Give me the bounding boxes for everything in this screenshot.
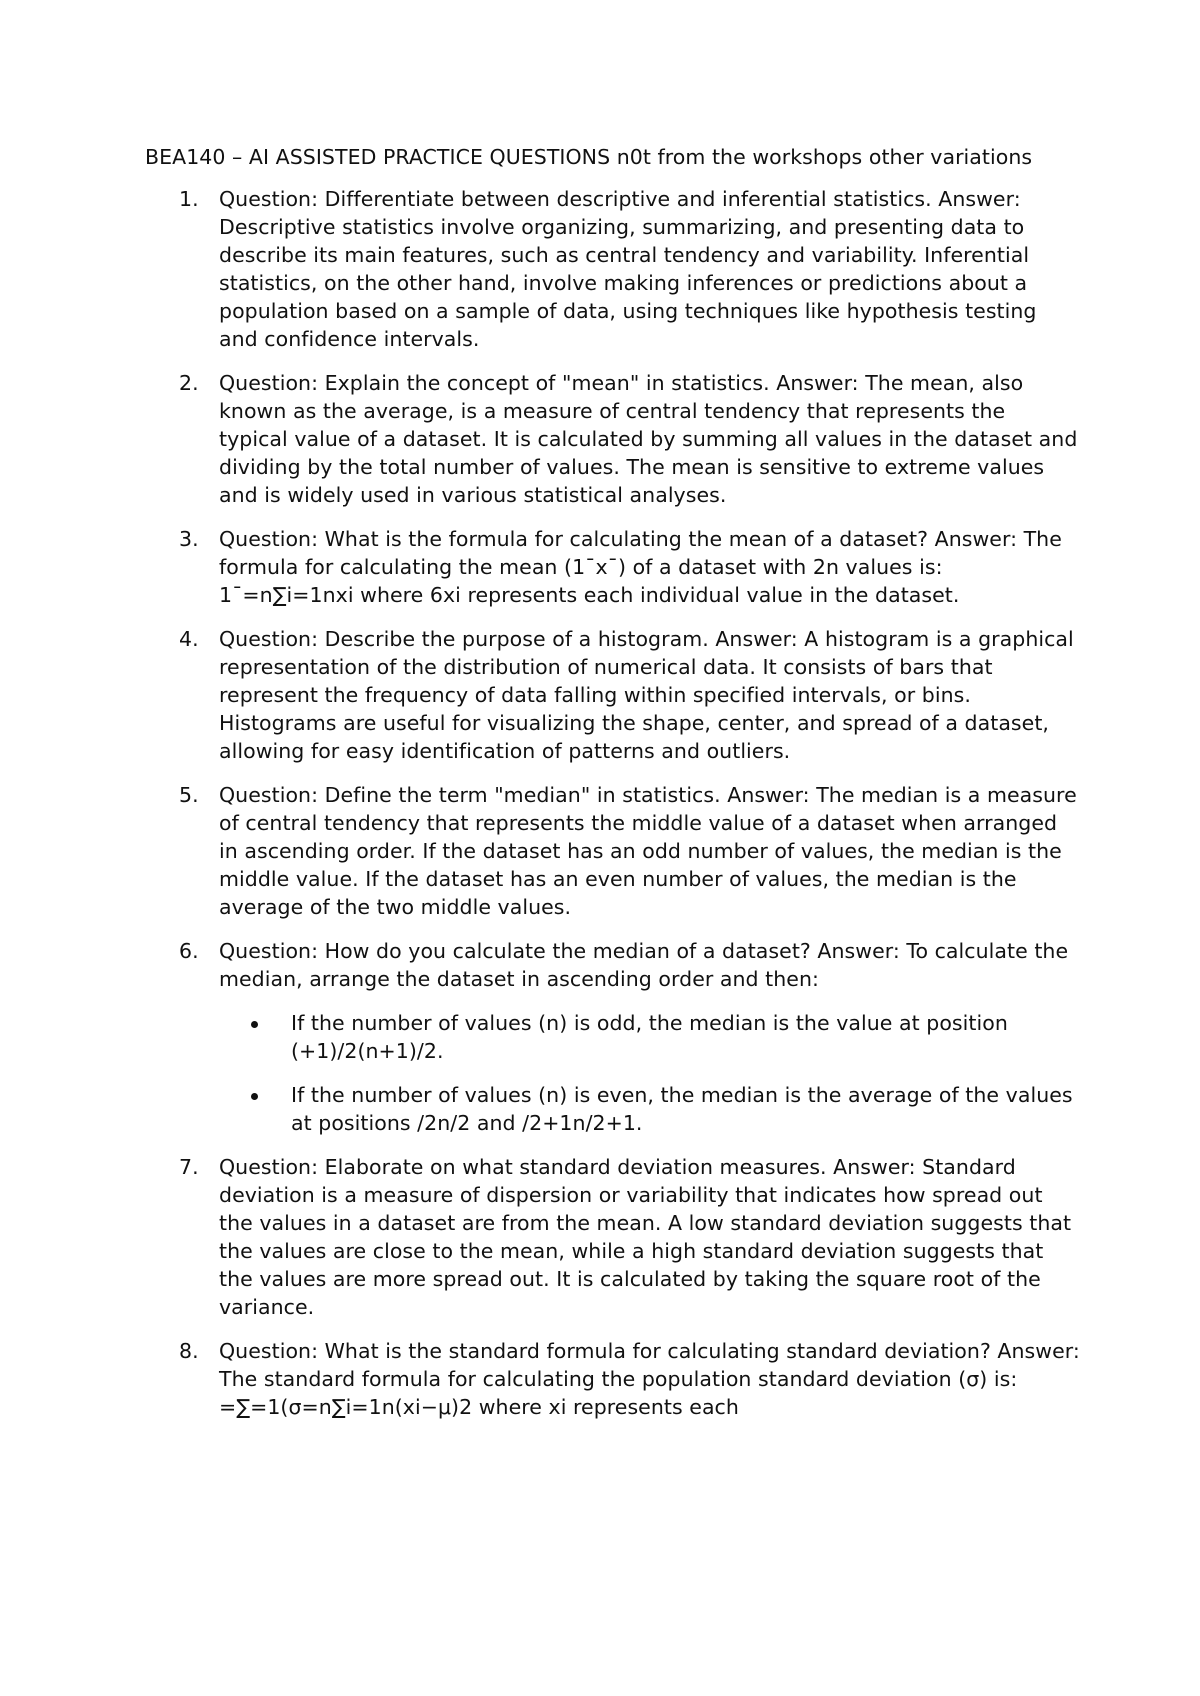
question-text: Question: What is the formula for calculating the mean of a dataset? Answer: The formula for calculating the mean (1ˉxˉ) of a dataset with 2n values is: 1ˉ=n∑i=1nxi where 6xi represents each individual value in the dataset.: [219, 527, 1062, 607]
bullet-text: If the number of values (n) is odd, the median is the value at position (+1)/2(n+1)/2.: [291, 1011, 1008, 1063]
bullet-dot-icon: [251, 1093, 258, 1100]
question-number: 5.: [179, 783, 199, 807]
question-text: Question: Define the term "median" in statistics. Answer: The median is a measure of central tendency that represents the middle value of a dataset when arranged in ascending order. If the dataset has an odd number of values, the median is the middle value. If the dataset has an even number of values, the median is the average of the two middle values.: [219, 783, 1077, 919]
question-number: 1.: [179, 187, 199, 211]
question-item-1: [179, 185, 1080, 353]
bullet-item-even: [291, 1081, 1080, 1137]
question-item-3: [179, 525, 1080, 609]
question-item-5: [179, 781, 1080, 921]
question-list: [145, 185, 1080, 1421]
question-text: Question: What is the standard formula for calculating standard deviation? Answer: The standard formula for calculating the population standard deviation (σ) is: =∑=1(σ=n∑i=1n(xi−μ)2 where xi represents each: [219, 1339, 1080, 1419]
question-number: 3.: [179, 527, 199, 551]
question-text: Question: Explain the concept of "mean" in statistics. Answer: The mean, also known as the average, is a measure of central tendency that represents the typical value of a dataset. It is calculated by summing all values in the dataset and dividing by the total number of values. The mean is sensitive to extreme values and is widely used in various statistical analyses.: [219, 371, 1078, 507]
bullet-item-odd: [291, 1009, 1080, 1065]
question-text: Question: Elaborate on what standard deviation measures. Answer: Standard deviation is a measure of dispersion or variability that indicates how spread out the values in a dataset are from the mean. A low standard deviation suggests that the values are close to the mean, while a high standard deviation suggests that the values are more spread out. It is calculated by taking the square root of the variance.: [219, 1155, 1072, 1319]
question-number: 2.: [179, 371, 199, 395]
question-text: Question: How do you calculate the median of a dataset? Answer: To calculate the median, arrange the dataset in ascending order and then:: [219, 939, 1069, 991]
question-number: 6.: [179, 939, 199, 963]
question-item-2: [179, 369, 1080, 509]
question-item-4: [179, 625, 1080, 765]
bullet-text: If the number of values (n) is even, the median is the average of the values at positions /2n/2 and /2+1n/2+1.: [291, 1083, 1073, 1135]
question-number: 4.: [179, 627, 199, 651]
question-number: 7.: [179, 1155, 199, 1179]
question-item-6: [179, 937, 1080, 1137]
question-text: Question: Differentiate between descriptive and inferential statistics. Answer: Descriptive statistics involve organizing, summarizing, and presenting data to describe its main features, such as central tendency and variability. Inferential statistics, on the other hand, involve making inferences or predictions about a population based on a sample of data, using techniques like hypothesis testing and confidence intervals.: [219, 187, 1037, 351]
question-item-7: [179, 1153, 1080, 1321]
question-item-8: [179, 1337, 1080, 1421]
bullet-list: [219, 1009, 1080, 1137]
document-page: [145, 143, 1080, 1437]
question-text: Question: Describe the purpose of a histogram. Answer: A histogram is a graphical representation of the distribution of numerical data. It consists of bars that represent the frequency of data falling within specified intervals, or bins. Histograms are useful for visualizing the shape, center, and spread of a dataset, allowing for easy identification of patterns and outliers.: [219, 627, 1074, 763]
question-number: 8.: [179, 1339, 199, 1363]
document-title: BEA140 – AI ASSISTED PRACTICE QUESTIONS n0t from the workshops other variations: [145, 145, 1033, 169]
bullet-dot-icon: [251, 1021, 258, 1028]
